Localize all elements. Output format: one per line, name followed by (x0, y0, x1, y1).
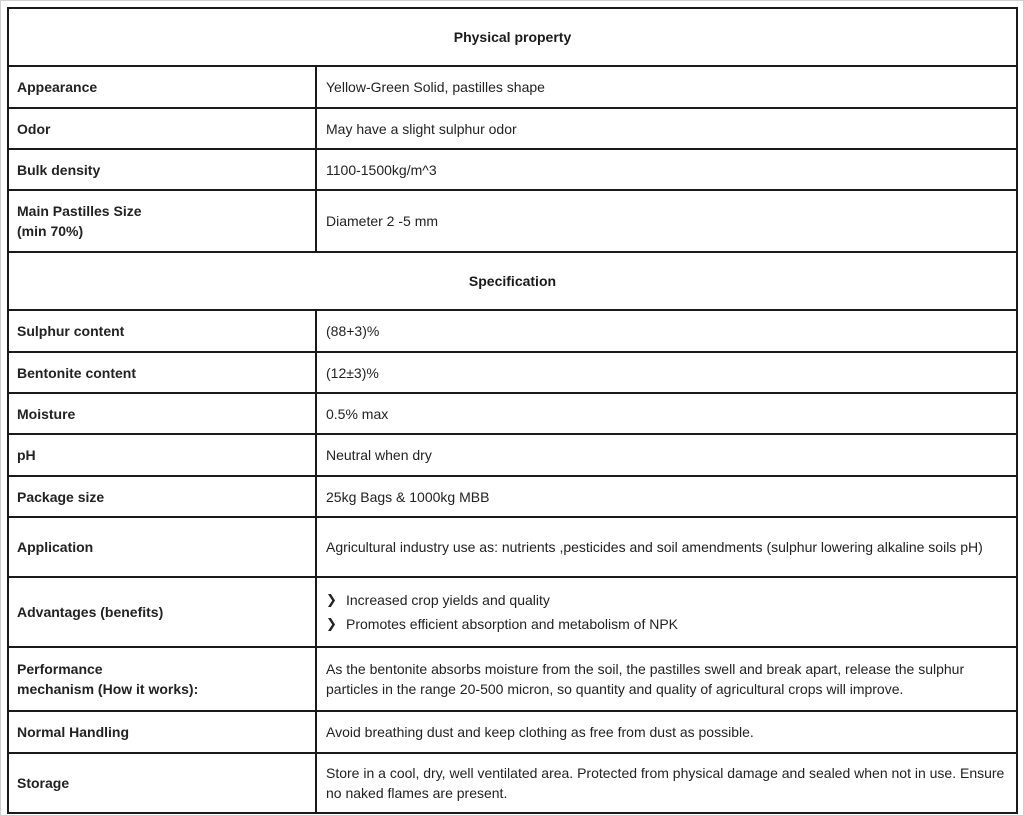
row-value: Avoid breathing dust and keep clothing as free from dust as possible. (316, 711, 1017, 753)
table-row (8, 647, 1017, 711)
row-label-line: (min 70%) (17, 223, 84, 239)
table-row (8, 753, 1017, 813)
row-label-line: Performance (17, 661, 103, 677)
row-label: Storage (8, 753, 316, 813)
table-row (8, 352, 1017, 393)
row-label: Normal Handling (8, 711, 316, 753)
row-label: Bentonite content (8, 352, 316, 393)
list-item-text: Promotes efficient absorption and metabolism of NPK (346, 616, 679, 632)
row-label: Application (8, 517, 316, 577)
row-value: May have a slight sulphur odor (316, 108, 1017, 149)
row-label-line: Main Pastilles Size (17, 203, 142, 219)
section-header-row (8, 8, 1017, 66)
chevron-right-icon: ❯ (326, 592, 337, 607)
row-label (8, 647, 316, 711)
row-value: Diameter 2 -5 mm (316, 190, 1017, 252)
row-value: 0.5% max (316, 393, 1017, 434)
table-row (8, 108, 1017, 149)
row-label: Moisture (8, 393, 316, 434)
row-label (8, 190, 316, 252)
row-label: Sulphur content (8, 310, 316, 352)
row-label: Bulk density (8, 149, 316, 190)
row-value: 25kg Bags & 1000kg MBB (316, 476, 1017, 517)
table-row (8, 434, 1017, 476)
chevron-right-icon: ❯ (326, 616, 337, 631)
row-value: 1100-1500kg/m^3 (316, 149, 1017, 190)
table-row (8, 149, 1017, 190)
table-row (8, 393, 1017, 434)
section-title-specification: Specification (8, 252, 1017, 310)
table-row (8, 66, 1017, 108)
row-label: pH (8, 434, 316, 476)
row-label: Advantages (benefits) (8, 577, 316, 647)
row-label: Package size (8, 476, 316, 517)
row-value (316, 577, 1017, 647)
list-item-text: Increased crop yields and quality (346, 592, 550, 608)
table-row (8, 517, 1017, 577)
row-label: Odor (8, 108, 316, 149)
table-row (8, 190, 1017, 252)
list-item (326, 612, 1007, 636)
section-header-row (8, 252, 1017, 310)
table-row (8, 711, 1017, 753)
row-label: Appearance (8, 66, 316, 108)
section-title-physical: Physical property (8, 8, 1017, 66)
row-value: Agricultural industry use as: nutrients ,pesticides and soil amendments (sulphur lowering alkaline soils pH) (316, 517, 1017, 577)
row-value: As the bentonite absorbs moisture from the soil, the pastilles swell and break apart, release the sulphur particles in the range 20-500 micron, so quantity and quality of agricultural crops will improve. (316, 647, 1017, 711)
row-value: Neutral when dry (316, 434, 1017, 476)
table-row (8, 476, 1017, 517)
row-value: Store in a cool, dry, well ventilated area. Protected from physical damage and sealed when not in use. Ensure no naked flames are present. (316, 753, 1017, 813)
row-value: Yellow-Green Solid, pastilles shape (316, 66, 1017, 108)
table-row (8, 577, 1017, 647)
row-label-line: mechanism (How it works): (17, 681, 199, 697)
spec-table (7, 7, 1018, 814)
list-item (326, 588, 1007, 612)
table-row (8, 310, 1017, 352)
advantages-list (326, 588, 1007, 636)
row-value: (12±3)% (316, 352, 1017, 393)
row-value: (88+3)% (316, 310, 1017, 352)
